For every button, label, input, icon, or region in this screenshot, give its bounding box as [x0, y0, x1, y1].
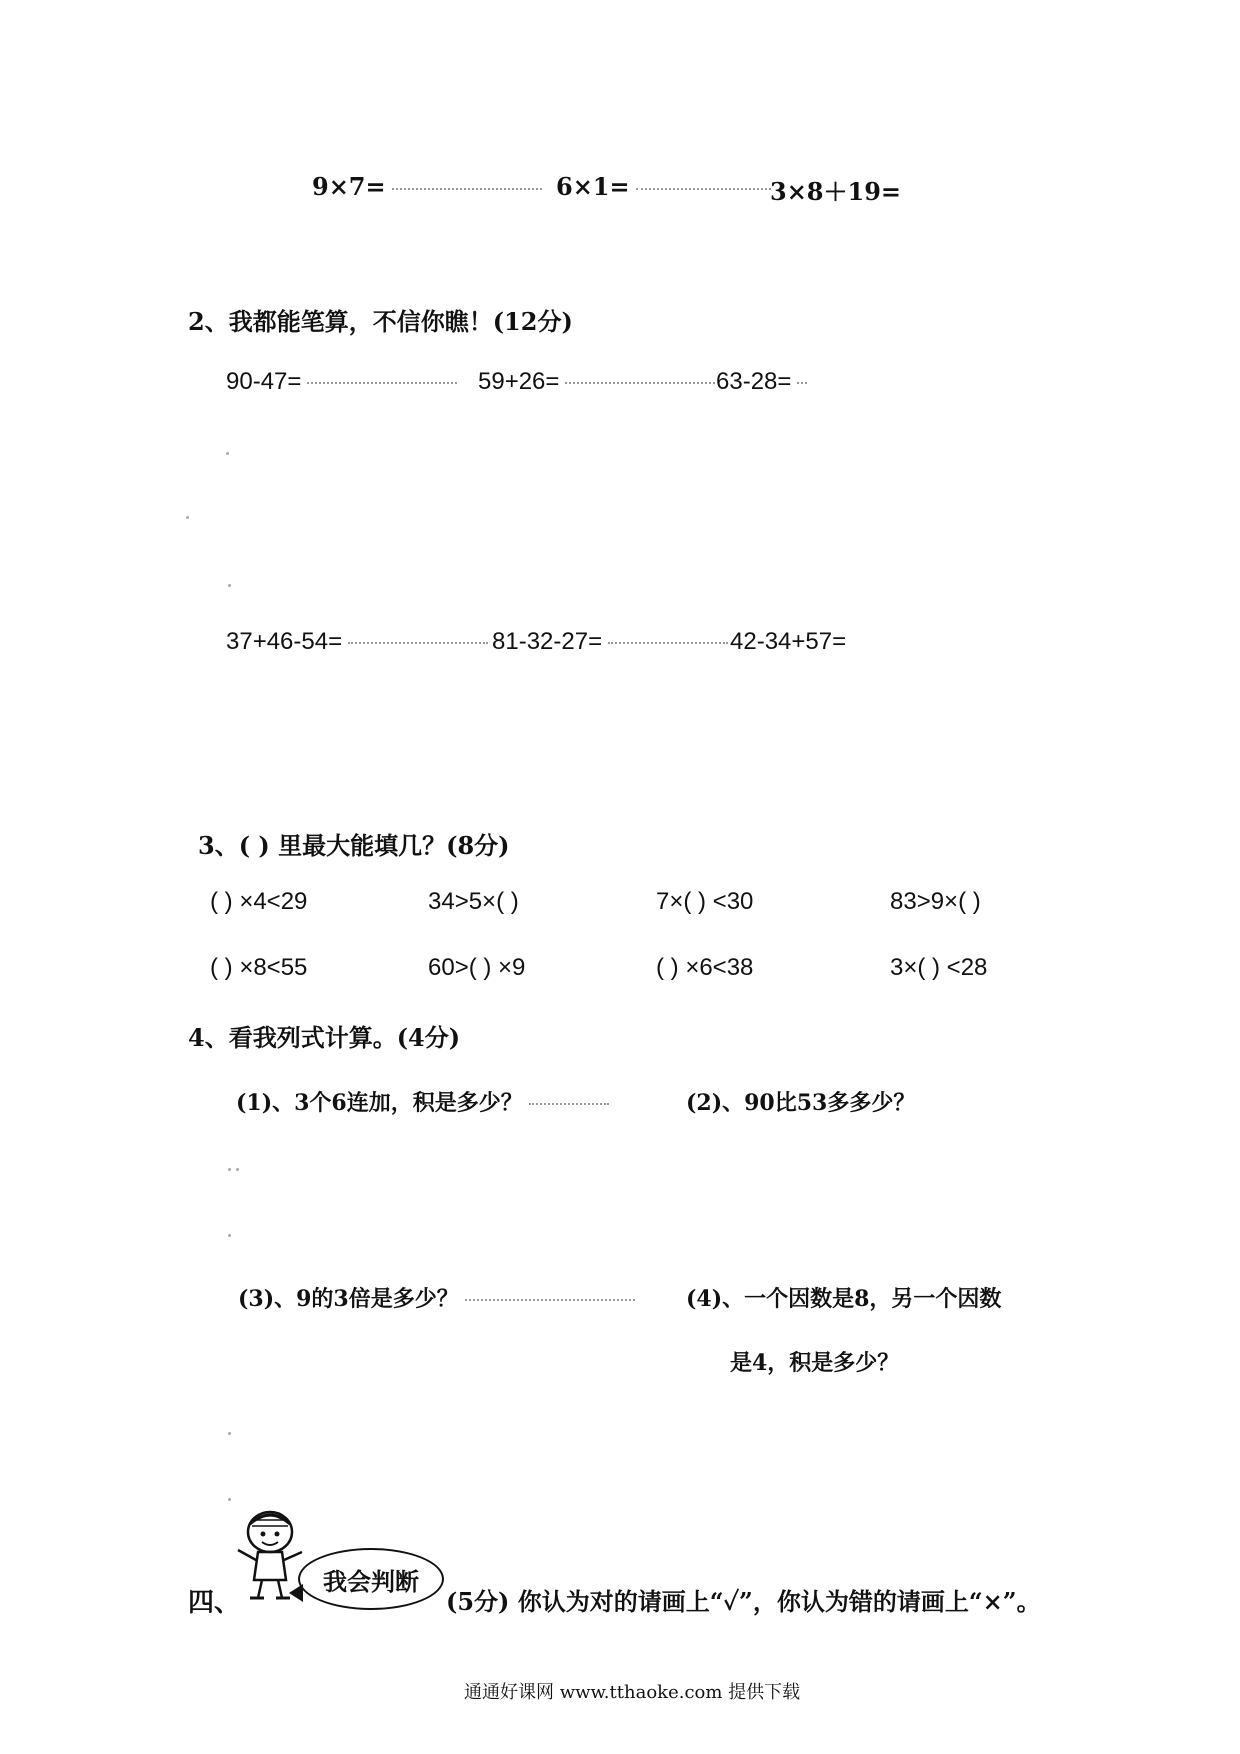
calc-90-47	[226, 368, 463, 396]
calc-81-32-27	[492, 628, 734, 656]
calc-59-26	[478, 368, 721, 396]
equation-text: 37+46-54=	[226, 628, 343, 655]
equation-9x7	[312, 172, 548, 201]
calc-37-46-54	[226, 628, 494, 656]
word-problem-4-line2: 是4，积是多少？	[730, 1350, 900, 1376]
answer-blank	[636, 188, 771, 190]
section2-title: 2、我都能笔算，不信你瞧！(12分)	[188, 307, 573, 336]
scan-speck	[186, 516, 189, 519]
inequality-r2-3: ( ) ×6<38	[656, 954, 754, 981]
equation-text: 63-28=	[716, 368, 792, 395]
inequality-r1-3: 7×( ) <30	[656, 888, 754, 915]
scan-speck	[228, 1168, 231, 1171]
scan-speck	[228, 1498, 231, 1501]
answer-blank	[392, 188, 542, 190]
inequality-r2-2: 60>( ) ×9	[428, 954, 526, 981]
equation-text: 3×8＋19=	[770, 177, 902, 206]
scan-speck	[228, 1432, 231, 1435]
inequality-r1-1: ( ) ×4<29	[210, 888, 308, 915]
calc-63-28	[716, 368, 813, 396]
answer-blank	[529, 1103, 609, 1105]
equation-text: 81-32-27=	[492, 628, 603, 655]
section3-title: 3、( ) 里最大能填几？(8分)	[198, 831, 510, 860]
inequality-r1-2: 34>5×( )	[428, 888, 519, 915]
word-problem-1	[236, 1086, 615, 1117]
equation-text: 42-34+57=	[730, 628, 847, 655]
part4-label: 四、	[188, 1588, 241, 1618]
equation-text: 59+26=	[478, 368, 560, 395]
speech-bubble	[298, 1548, 444, 1610]
answer-blank	[465, 1299, 635, 1301]
scan-speck	[236, 1168, 239, 1171]
part4-instruction: (5分) 你认为对的请画上“✓”，你认为错的请画上“×”。	[446, 1587, 1041, 1616]
question-text: (3)、9的3倍是多少？	[238, 1286, 459, 1312]
equation-text: 6×1=	[556, 172, 630, 201]
inequality-r1-4: 83>9×( )	[890, 888, 981, 915]
inequality-r2-1: ( ) ×8<55	[210, 954, 308, 981]
answer-blank	[797, 382, 807, 384]
question-text: (1)、3个6连加，积是多少？	[236, 1090, 523, 1116]
answer-blank	[608, 642, 728, 644]
answer-blank	[348, 642, 488, 644]
word-problem-4-line1: (4)、一个因数是8，另一个因数	[686, 1286, 1002, 1312]
equation-3x8-plus-19	[770, 172, 901, 207]
word-problem-2: (2)、90比53多多少？	[686, 1090, 916, 1116]
answer-blank	[565, 382, 715, 384]
section4-title: 4、看我列式计算。(4分)	[188, 1023, 461, 1052]
equation-text: 9×7=	[312, 172, 386, 201]
calc-42-34-57	[730, 628, 846, 656]
equation-text: 90-47=	[226, 368, 302, 395]
inequality-r2-4: 3×( ) <28	[890, 954, 988, 981]
scan-speck	[228, 1234, 231, 1237]
scan-speck	[226, 452, 229, 455]
scan-speck	[228, 584, 231, 587]
badge-text: 我会判断	[323, 1566, 419, 1596]
answer-blank	[307, 382, 457, 384]
word-problem-3	[238, 1282, 641, 1313]
footer-text: 通通好课网 www.tthaoke.com 提供下载	[464, 1682, 801, 1703]
equation-6x1	[556, 172, 777, 201]
